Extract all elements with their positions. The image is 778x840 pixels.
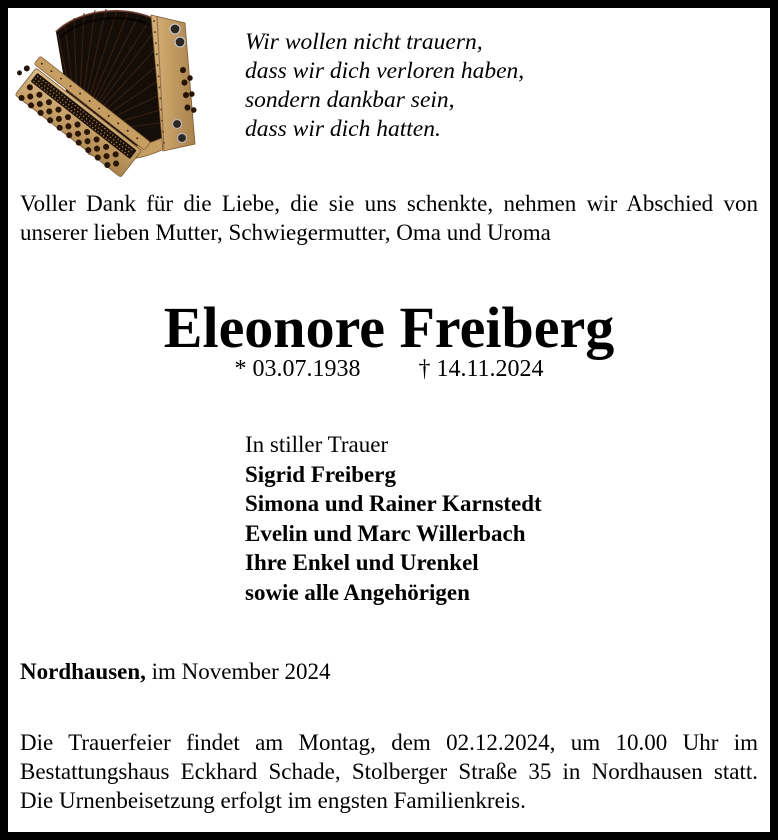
mourner-name: Evelin und Marc Willerbach [245,520,526,546]
poem-line: Wir wollen nicht trauern, [245,29,483,55]
mourning-phrase: In stiller Trauer [245,432,389,457]
poem-line: dass wir dich verloren haben, [245,58,525,84]
mourner-name: sowie alle Angehörigen [245,579,470,605]
funeral-line: Bestattungshaus Eckhard Schade, Stolberger Straße 35 in Nordhausen statt. [20,759,758,784]
life-dates [0,355,778,383]
intro-line: unserer lieben Mutter, Schwiegermutter, Oma und Uroma [20,220,551,245]
accordion-image [14,8,224,178]
mourner-name: Simona und Rainer Karnstedt [245,491,542,517]
funeral-info [20,728,758,815]
funeral-line: Die Urnenbeisetzung erfolgt im engsten Familienkreis. [20,788,526,813]
death-date: † 14.11.2024 [418,356,544,382]
closing-date: im November 2024 [151,659,331,684]
mourner-name: Ihre Enkel und Urenkel [245,550,479,576]
intro-line: Voller Dank für die Liebe, die sie uns schenkte, nehmen wir Abschied von [20,191,758,216]
deceased-name: Eleonore Freiberg [163,295,615,360]
mourner-name: Sigrid Freiberg [245,461,396,487]
birth-date: * 03.07.1938 [234,356,361,382]
funeral-line: Die Trauerfeier findet am Montag, dem 02.12.2024, um 10.00 Uhr im [20,730,758,755]
intro-paragraph [20,189,758,247]
city-name: Nordhausen, [20,659,146,684]
mourners-block [245,430,542,608]
poem-line: sondern dankbar sein, [245,87,455,113]
place-date-line [20,657,331,686]
memorial-poem [245,28,524,144]
poem-line: dass wir dich hatten. [245,116,441,142]
